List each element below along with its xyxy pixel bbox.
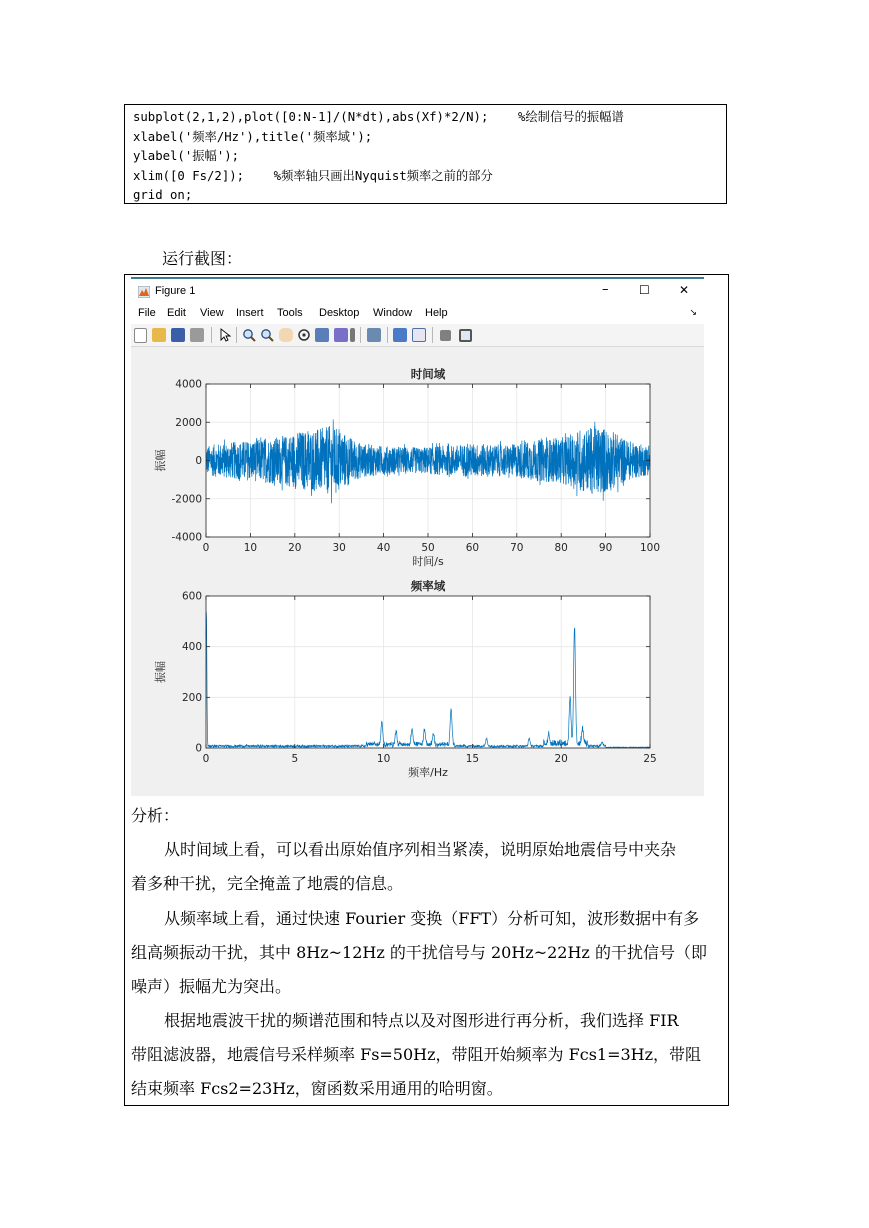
y-tick-label: 400 (181, 641, 202, 654)
analysis-line: 组高频振动干扰，其中 8Hz~12Hz 的干扰信号与 20Hz~22Hz 的干扰信号（即 (131, 943, 707, 962)
frequency-domain-chart (206, 596, 650, 748)
figure-window (131, 277, 704, 796)
x-tick-label: 0 (202, 542, 210, 554)
code-line: xlabel('频率/Hz'),title('频率域'); (133, 129, 373, 144)
x-tick-label: 70 (510, 542, 524, 554)
zoom-out-icon[interactable] (260, 328, 274, 342)
chart-title: 时间域 (410, 367, 446, 381)
plot-background (206, 596, 650, 748)
title-bar[interactable] (131, 279, 704, 305)
y-tick-label: 0 (195, 455, 202, 467)
x-tick-label: 50 (421, 542, 435, 554)
code-line: subplot(2,1,2),plot([0:N-1]/(N*dt),abs(Xf)*2/N); %绘制信号的振幅谱 (133, 110, 624, 124)
figure-canvas (131, 347, 704, 796)
y-tick-label: -4000 (171, 531, 202, 544)
print-icon[interactable] (190, 328, 204, 342)
analysis-line: 着多种干扰，完全掩盖了地震的信息。 (131, 874, 404, 893)
code-block (124, 104, 727, 204)
x-tick-label: 40 (376, 542, 391, 554)
show-plot-tools-icon[interactable] (459, 329, 472, 342)
y-tick-label: 200 (181, 691, 202, 704)
x-tick-label: 80 (554, 542, 568, 554)
y-tick-label: 4000 (175, 378, 202, 391)
y-tick-label: 0 (195, 742, 202, 755)
y-tick-label: 2000 (175, 416, 202, 429)
menu-tools[interactable]: Tools (277, 307, 303, 319)
close-button[interactable]: ✕ (679, 283, 690, 297)
analysis-line: 根据地震波干扰的频谱范围和特点以及对图形进行再分析，我们选择 FIR (164, 1011, 679, 1030)
analysis-line: 噪声）振幅尤为突出。 (131, 977, 292, 996)
pointer-icon[interactable] (218, 328, 232, 342)
matlab-figure-icon (138, 286, 150, 298)
x-tick-label: 15 (465, 753, 480, 765)
colorbar-icon[interactable] (393, 328, 407, 342)
x-tick-label: 0 (202, 753, 210, 765)
code-line: ylabel('振幅'); (133, 149, 240, 164)
x-axis-label: 频率/Hz (408, 766, 448, 779)
zoom-in-icon[interactable] (242, 328, 256, 342)
analysis-line: 结束频率 Fcs2=23Hz，窗函数采用通用的哈明窗。 (131, 1079, 503, 1098)
x-tick-label: 30 (332, 542, 346, 554)
hide-plot-tools-icon[interactable] (440, 330, 451, 341)
analysis-line: 从时间域上看，可以看出原始值序列相当紧凑，说明原始地震信号中夹杂 (164, 840, 677, 859)
menu-help[interactable]: Help (425, 307, 448, 319)
x-tick-label: 10 (243, 542, 258, 554)
save-icon[interactable] (171, 328, 185, 342)
legend-icon[interactable] (412, 328, 426, 342)
analysis-line: 从频率域上看，通过快速 Fourier 变换（FFT）分析可知，波形数据中有多 (164, 909, 700, 928)
analysis-heading: 分析： (131, 806, 180, 825)
y-tick-label: 600 (181, 590, 202, 603)
data-cursor-icon[interactable] (315, 328, 329, 342)
chart-title: 频率域 (410, 579, 446, 593)
x-tick-label: 20 (554, 753, 568, 765)
figure-plots (131, 347, 704, 796)
brush-dropdown-icon[interactable] (350, 328, 355, 342)
x-tick-label: 90 (598, 542, 613, 554)
x-tick-label: 5 (291, 753, 299, 765)
y-tick-label: -2000 (171, 493, 202, 506)
menu-file[interactable]: File (138, 307, 156, 319)
x-tick-label: 60 (465, 542, 480, 554)
toolbar (131, 324, 704, 347)
menu-view[interactable]: View (200, 307, 224, 319)
pan-icon[interactable] (279, 328, 293, 342)
time-domain-chart (206, 384, 650, 537)
screenshot-caption: 运行截图： (162, 249, 243, 268)
rotate-icon[interactable] (297, 328, 311, 342)
open-file-icon[interactable] (152, 328, 166, 342)
menu-bar (131, 305, 704, 324)
menu-insert[interactable]: Insert (236, 307, 264, 319)
maximize-button[interactable]: ☐ (639, 283, 650, 297)
new-figure-icon[interactable] (134, 328, 147, 343)
y-axis-label: 振幅 (154, 449, 167, 472)
code-line: xlim([0 Fs/2]); %频率轴只画出Nyquist频率之前的部分 (133, 168, 493, 183)
window-title: Figure 1 (155, 285, 196, 297)
x-tick-label: 10 (376, 753, 391, 765)
minimize-button[interactable]: – (602, 282, 609, 297)
brush-icon[interactable] (334, 328, 348, 342)
link-icon[interactable] (367, 328, 381, 342)
analysis-line: 带阻滤波器，地震信号采样频率 Fs=50Hz，带阻开始频率为 Fcs1=3Hz，带阻 (131, 1045, 702, 1064)
x-axis-label: 时间/s (412, 555, 444, 568)
dock-arrow-icon[interactable]: ↘ (689, 308, 697, 318)
x-tick-label: 20 (288, 542, 302, 554)
menu-desktop[interactable]: Desktop (319, 307, 360, 319)
menu-edit[interactable]: Edit (167, 307, 186, 319)
y-axis-label: 振幅 (154, 661, 167, 683)
x-tick-label: 25 (643, 753, 657, 765)
code-line: grid on; (133, 188, 193, 203)
x-tick-label: 100 (639, 542, 661, 554)
menu-window[interactable]: Window (373, 307, 413, 319)
